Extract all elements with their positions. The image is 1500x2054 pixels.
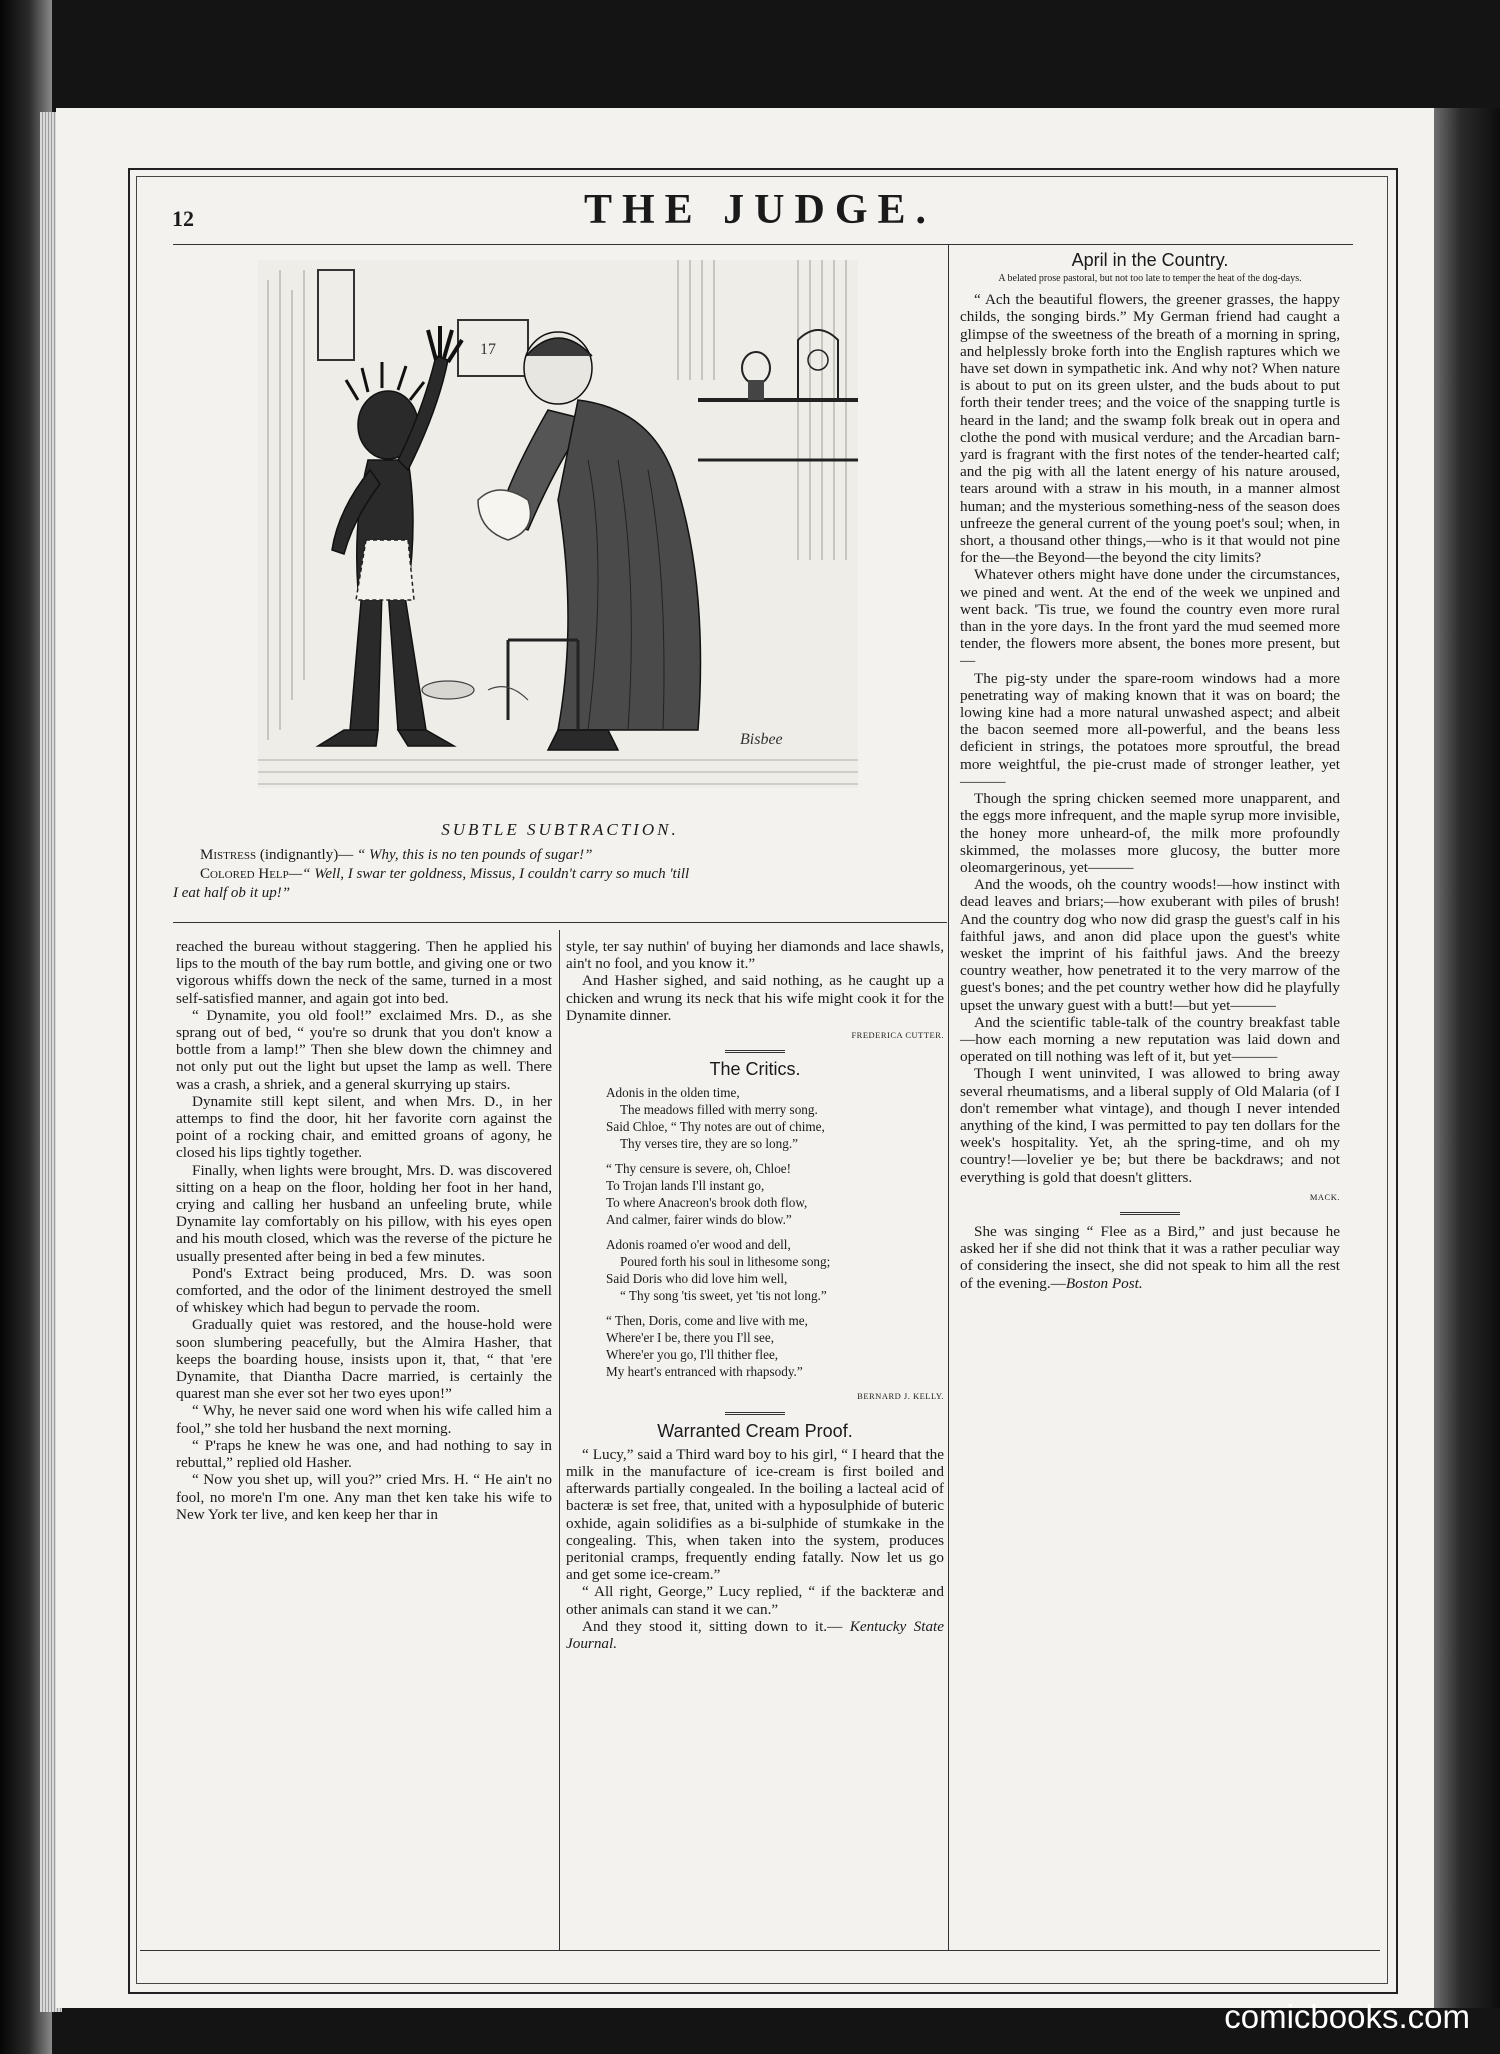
- warranted-paragraph: [566, 1618, 944, 1652]
- poem-line: Said Chloe, “ Thy notes are out of chime,: [606, 1119, 825, 1135]
- poem-line: “ Then, Doris, come and live with me,: [606, 1313, 808, 1329]
- section-divider: [1120, 1212, 1180, 1215]
- poem-line: Adonis roamed o'er wood and dell,: [606, 1237, 791, 1253]
- poem-line: My heart's entranced with rhapsody.”: [606, 1364, 803, 1380]
- column-middle: [566, 938, 944, 1652]
- column-left-story: [176, 938, 552, 1523]
- poem-line: To where Anacreon's brook doth flow,: [606, 1195, 808, 1211]
- poem-stanza: [606, 1160, 944, 1228]
- story-paragraph: Finally, when lights were brought, Mrs. D. was discovered sitting on a heap on the floor, holding her foot in her hand, crying and calling her husband an unfeeling brute, while Dynamite lay comfortably on his pillow, with his eyes open and his mouth closed, which was the reverse of the picture he usually presented after being in bed a few minutes.: [176, 1161, 552, 1265]
- mistress-quote: “ Why, this is no ten pounds of sugar!”: [356, 847, 593, 863]
- warranted-title: Warranted Cream Proof.: [657, 1420, 853, 1441]
- poem-line: Adonis in the olden time,: [606, 1085, 740, 1101]
- april-paragraph: Though I went uninvited, I was allowed to bring away several rheumatisms, and a liberal supply of Old Malaria (of I don't remember what vintage), and though I never intended anything of the kind, I was permitted to pay ten dollars for the week's hospitality. Yet, ah the spring-time, and oh my country!—lovelier ye be; but there be backdraws; and not everything is gold that doesn't glitters.: [960, 1065, 1340, 1186]
- warranted-paragraph: “ All right, George,” Lucy replied, “ if the backteræ and other animals can stand it we can.”: [566, 1583, 944, 1618]
- april-subtitle: A belated prose pastoral, but not too late to temper the heat of the dog-days.: [998, 273, 1302, 285]
- scan-right-border: [1434, 108, 1500, 2008]
- story-paragraph: Dynamite still kept silent, and when Mrs. D., in her attemps to find the door, hit her favorite corn against the point of a rocking chair, and emitted groans of agony, he closed his lips tightly together.: [176, 1092, 552, 1162]
- boston-post-item: [960, 1223, 1340, 1292]
- critics-poem: [606, 1084, 944, 1380]
- masthead-title: THE JUDGE.: [583, 187, 937, 233]
- april-paragraph: And the woods, oh the country woods!—how instinct with dead leaves and briars;—how exuberant with piles of brush! And the country dog who now did grasp the guest's calf in his faithful jaws, and anon did place upon the guest's white wesket the imprint of his faithful jaws. And the breezy country weather, how penetrated it to the very marrow of the guest's bones; and the pet country wether how did he playfully upset the unwary guest with a butt!—but yet———: [960, 876, 1340, 1014]
- page-bottom-rule: [140, 1950, 1380, 1951]
- boston-post-source: Boston Post.: [1065, 1274, 1143, 1292]
- speaker-mistress: Mistress: [200, 847, 257, 863]
- poem-line: “ Thy song 'tis sweet, yet 'tis not long.”: [620, 1288, 827, 1304]
- poem-line: And calmer, fairer winds do blow.”: [606, 1212, 792, 1228]
- poem-stanza: [606, 1084, 944, 1152]
- story-author: FREDERICA CUTTER.: [851, 1030, 944, 1041]
- warranted-closing: And they stood it, sitting down to it.—: [582, 1617, 843, 1635]
- cartoon-illustration: [258, 260, 858, 788]
- story-paragraph: “ Now you shet up, will you?” cried Mrs. H. “ He ain't no fool, no more'n I'm one. Any man thet ken take his wife to New York ter live, and ken keep her thar in: [176, 1471, 552, 1523]
- april-paragraph: And the scientific table-talk of the country breakfast table—how each morning a new reputation was laid down and operated on till nothing was left of it, but yet———: [960, 1013, 1340, 1066]
- cartoon-caption-line-1: [200, 846, 940, 865]
- poem-author: BERNARD J. KELLY.: [857, 1391, 944, 1402]
- cartoon-bottom-rule: [173, 922, 947, 923]
- artist-signature: Bisbee: [740, 731, 783, 748]
- column-rule-middle: [559, 930, 560, 1950]
- section-divider: [725, 1050, 785, 1053]
- column-right: [960, 252, 1340, 1292]
- cartoon-title: SUBTLE SUBTRACTION.: [441, 820, 679, 839]
- poem-line: Thy verses tire, they are so long.”: [620, 1136, 798, 1152]
- poem-line: Poured forth his soul in lithesome song;: [620, 1254, 831, 1270]
- story-paragraph: “ Why, he never said one word when his wife called him a fool,” she told her husband the next morning.: [176, 1402, 552, 1437]
- poem-line: Where'er you go, I'll thither flee,: [606, 1347, 779, 1363]
- april-paragraph: Though the spring chicken seemed more unapparent, and the eggs more infrequent, and the maple syrup more invisible, the honey more unheard-of, the milk more profoundly skimmed, the molasses more glucosy, the butter more oleomargerinous, yet———: [960, 790, 1340, 876]
- critics-title: The Critics.: [709, 1059, 801, 1080]
- column-rule-right: [948, 244, 949, 1950]
- poem-line: The meadows filled with merry song.: [620, 1102, 818, 1118]
- section-divider: [725, 1412, 785, 1415]
- poem-stanza: [606, 1236, 944, 1304]
- story-paragraph: reached the bureau without staggering. Then he applied his lips to the mouth of the bay rum bottle, and giving one or two vigorous whiffs down the neck of the same, turned in a most self-satisfied manner, and again got into bed.: [176, 938, 552, 1007]
- poem-line: To Trojan lands I'll instant go,: [606, 1178, 765, 1194]
- april-paragraph: The pig-sty under the spare-room windows had a more penetrating way of making known that it was on board; the lowing kine had a more natural unwashed aspect; and albeit the bacon seemed more all-powerful, and the beans less deficient in strings, the potatoes more sproutful, the bread more weightful, the pie-crust made of stronger leather, yet———: [960, 669, 1340, 790]
- boston-post-text: She was singing “ Flee as a Bird,” and just because he asked her if she did not think that it was a rather peculiar way of considering the insect, she did not speak to him all the rest of the evening.—: [960, 1222, 1340, 1292]
- story-paragraph: Pond's Extract being produced, Mrs. D. was soon comforted, and the odor of the liniment destroyed the smell of whiskey which had begun to pervade the room.: [176, 1264, 552, 1317]
- poem-line: Where'er I be, there you I'll see,: [606, 1330, 775, 1346]
- april-signature: MACK.: [1309, 1191, 1340, 1202]
- poem-line: Said Doris who did love him well,: [606, 1271, 788, 1287]
- warranted-source: Kentucky State Journal.: [566, 1617, 944, 1653]
- poem-stanza: [606, 1312, 944, 1380]
- story-continuation: And Hasher sighed, and said nothing, as he caught up a chicken and wrung its neck that his wife might cook it for the Dynamite dinner.: [566, 972, 944, 1024]
- story-paragraph: Gradually quiet was restored, and the house-hold were soon slumbering peacefully, but the Almira Hasher, that keeps the boarding house, insists upon it, that, “ that 'ere Dynamite, that Diantha Dacre married, is certainly the quarest man she ever sot her two eyes upon!”: [176, 1316, 552, 1403]
- watermark-logo: comicbooks.com: [1224, 1998, 1470, 2035]
- page-number: 12: [172, 206, 194, 231]
- help-quote: —“ Well, I swar ter goldness, Missus, I couldn't carry so much 'till: [288, 866, 690, 882]
- warranted-paragraph: “ Lucy,” said a Third ward boy to his girl, “ I heard that the milk in the manufacture of ice-cream is first boiled and afterwards partially congealed. In the boiling a lacteal acid of bacteræ is set free, that, united with a hyposulphide of buteric oxhide, again solidifies as a bi-sulphide of stumkake in the congealing. This, when taken into the system, produces peritonial cramps, frequently ending fatally. Now let us go and get some ice-cream.”: [566, 1445, 944, 1584]
- story-continuation: style, ter say nuthin' of buying her diamonds and lace shawls, ain't no fool, and you know it.”: [566, 938, 944, 973]
- poem-line: “ Thy censure is severe, oh, Chloe!: [606, 1161, 792, 1177]
- story-paragraph: “ P'raps he knew he was one, and had nothing to say in rebuttal,” replied old Hasher.: [176, 1436, 552, 1472]
- cartoon-caption-line-3: [173, 884, 913, 903]
- help-quote-end: I eat half ob it up!”: [173, 885, 291, 901]
- masthead-rule: [173, 244, 1353, 245]
- picture-on-wall-text: 17: [480, 341, 496, 358]
- speaker-colored-help: Colored Help: [200, 866, 289, 882]
- april-paragraph: “ Ach the beautiful flowers, the greener grasses, the happy childs, the songing birds.” My German friend had caught a glimpse of the sweetness of the breath of a morning in spring, and helplessly broke forth into the English raptures which we have set down in sympathetic ink. And why not? When nature is about to put on its green ulster, and the buds about to put forth their tender trees; and the voice of the snapping turtle is heard in the land; and the swamp folk break out in opera and clothe the pond with musical verdure; and the Arcadian barn-yard is fragrant with the first notes of the tender-hearted calf; and the pig with all the latent energy of his nature aroused, tears around with a straw in his mouth, in a manner almost human; and the mysterious something-ness of the season does unfreeze the general current of the young poet's soul; when, in short, a thousand other things,—who is it that would not pine for the—the Beyond—the beyond the city limits?: [960, 291, 1340, 567]
- april-paragraph: Whatever others might have done under the circumstances, we pined and went. At the end of the week we unpined and went back. 'Tis true, we found the country even more rural than in the yore days. In the front yard the mud seemed more tender, the flowers more absent, the bones more present, but—: [960, 566, 1340, 670]
- story-paragraph: “ Dynamite, you old fool!” exclaimed Mrs. D., as she sprang out of bed, “ you're so drunk that you don't know a bottle from a lamp!” Then she blew down the chimney and not only put out the light but upset the lamp as well. There was a crash, a shriek, and a general skurrying up stairs.: [176, 1006, 552, 1093]
- cartoon-caption-line-2: [200, 865, 940, 884]
- april-title: April in the Country.: [1071, 250, 1229, 270]
- stage-direction: (indignantly)—: [259, 847, 354, 863]
